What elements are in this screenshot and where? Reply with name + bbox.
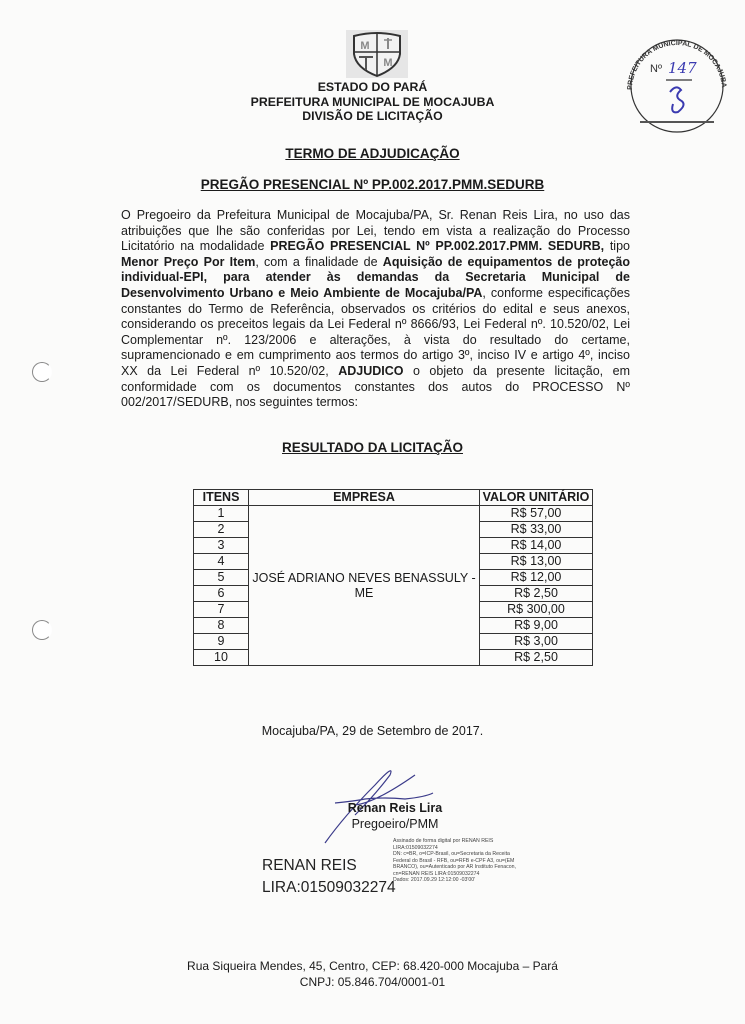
municipality-name: PREFEITURA MUNICIPAL DE MOCAJUBA bbox=[250, 94, 495, 109]
stamp-number-label: Nº bbox=[650, 63, 662, 75]
signer-name: Renan Reis Lira bbox=[347, 801, 443, 815]
unit-value: R$ 2,50 bbox=[480, 586, 593, 602]
stamp-number-value: 147 bbox=[668, 59, 697, 77]
signature-detail-line: Federal do Brasil - RFB, ou=RFB e-CPF A3, ou=(EM bbox=[393, 857, 515, 864]
paragraph-text: , conforme especificações constantes do Termo de Referência, observados os critérios do edital e seus anexos, considerando os preceitos legais da Lei Federal nº 8666/93, Lei Federal nº. 10.520/02, Lei Complementar nº. 123/2006 e alterações, à vista do resultado do certame, supramencionado e em cumprimento aos termos do artigo 3º, inciso IV e artigo 4º, inciso XX da Lei Federal nº 10.520/02, bbox=[121, 285, 631, 378]
unit-value: R$ 13,00 bbox=[480, 554, 593, 570]
unit-value: R$ 14,00 bbox=[480, 538, 593, 554]
paragraph-bold: Menor Preço Por Item bbox=[121, 254, 256, 269]
crest-letter: M bbox=[383, 57, 393, 69]
signature-detail-line: Assinado de forma digital por RENAN REIS bbox=[393, 838, 494, 844]
paragraph-text: tipo bbox=[604, 239, 630, 254]
footer-address: Rua Siqueira Mendes, 45, Centro, CEP: 68.420-000 Mocajuba – Pará bbox=[187, 959, 558, 973]
footer-cnpj: CNPJ: 05.846.704/0001-01 bbox=[299, 975, 446, 989]
item-number: 6 bbox=[194, 586, 249, 602]
letterhead bbox=[200, 80, 545, 124]
unit-value: R$ 57,00 bbox=[480, 506, 593, 522]
digital-signature-details bbox=[393, 838, 533, 884]
unit-value: R$ 2,50 bbox=[480, 650, 593, 666]
paragraph-bold: PREGÃO PRESENCIAL Nº PP.002.2017.PMM. SEDURB, bbox=[270, 239, 605, 254]
paragraph-text: O Pregoeiro da Prefeitura Municipal de Mocajuba/PA, Sr. Renan Reis Lira, no uso das atribuições que lhe são conferidas por Lei, tendo em vista a realização do Processo Licitatório na modalidade bbox=[121, 208, 630, 254]
signature-detail-line: Dados: 2017.09.29 12:12:00 -03'00' bbox=[393, 877, 476, 883]
item-number: 7 bbox=[194, 602, 249, 618]
digital-signature-name-line: LIRA:01509032274 bbox=[262, 879, 396, 896]
signature-detail-line: cn=RENAN REIS LIRA:01509032274 bbox=[393, 870, 480, 877]
signature-detail-line: BRANCO), ou=Autenticado por AR Instituto Fenacon, bbox=[393, 864, 516, 870]
municipal-stamp bbox=[618, 30, 736, 134]
table-row bbox=[194, 506, 593, 522]
item-number: 10 bbox=[194, 650, 249, 666]
crest-letter: M bbox=[360, 40, 370, 52]
item-number: 3 bbox=[194, 538, 249, 554]
result-table bbox=[193, 489, 593, 666]
unit-value: R$ 33,00 bbox=[480, 522, 593, 538]
unit-value: R$ 3,00 bbox=[480, 634, 593, 650]
result-title: RESULTADO DA LICITAÇÃO bbox=[282, 440, 463, 455]
signer-role: Pregoeiro/PMM bbox=[351, 817, 439, 831]
item-number: 1 bbox=[194, 506, 249, 522]
division-name: DIVISÃO DE LICITAÇÃO bbox=[302, 109, 443, 123]
stamp-ring-text: PREFEITURA MUNICIPAL DE MOCAJUBA bbox=[626, 39, 727, 91]
document-title: TERMO DE ADJUDICAÇÃO bbox=[285, 146, 460, 161]
paragraph-bold: Aquisição de equipamentos de proteção individual-EPI, para atender às demandas da Secretaria Municipal de Desenvolvimento Urbano e Meio Ambiente de Mocajuba/PA bbox=[121, 254, 631, 300]
unit-value: R$ 12,00 bbox=[480, 570, 593, 586]
punch-hole bbox=[32, 620, 52, 640]
municipal-crest-logo bbox=[346, 30, 408, 78]
signer-block bbox=[330, 800, 460, 832]
signature-detail-line: LIRA:01509032274 bbox=[393, 844, 438, 851]
date-line: Mocajuba/PA, 29 de Setembro de 2017. bbox=[261, 724, 484, 738]
paragraph-text: o objeto da presente licitação, em conformidade com os documentos constantes dos autos do PROCESSO Nº 002/2017/SEDURB, nos seguintes termos: bbox=[121, 363, 630, 410]
punch-hole bbox=[32, 362, 52, 382]
column-header-items: ITENS bbox=[194, 490, 249, 506]
auction-title: PREGÃO PRESENCIAL Nº PP.002.2017.PMM.SEDURB bbox=[200, 177, 545, 192]
item-number: 4 bbox=[194, 554, 249, 570]
signature-detail-line: DN: c=BR, o=ICP-Brasil, ou=Secretaria da Receita bbox=[393, 851, 510, 857]
paragraph-bold: ADJUDICO bbox=[338, 363, 404, 378]
item-number: 5 bbox=[194, 570, 249, 586]
company-name: JOSÉ ADRIANO NEVES BENASSULY - ME bbox=[249, 506, 480, 666]
digital-signature-name bbox=[262, 855, 396, 899]
unit-value: R$ 9,00 bbox=[480, 618, 593, 634]
column-header-company: EMPRESA bbox=[249, 490, 480, 506]
table-header-row bbox=[194, 490, 593, 506]
item-number: 2 bbox=[194, 522, 249, 538]
digital-signature-name-line: RENAN REIS bbox=[262, 857, 357, 874]
state-name: ESTADO DO PARÁ bbox=[317, 80, 428, 94]
footer bbox=[150, 958, 595, 990]
adjudication-paragraph bbox=[121, 208, 630, 411]
item-number: 8 bbox=[194, 618, 249, 634]
item-number: 9 bbox=[194, 634, 249, 650]
paragraph-text: , com a finalidade de bbox=[255, 254, 383, 269]
column-header-unit-value: VALOR UNITÁRIO bbox=[480, 490, 593, 506]
unit-value: R$ 300,00 bbox=[480, 602, 593, 618]
